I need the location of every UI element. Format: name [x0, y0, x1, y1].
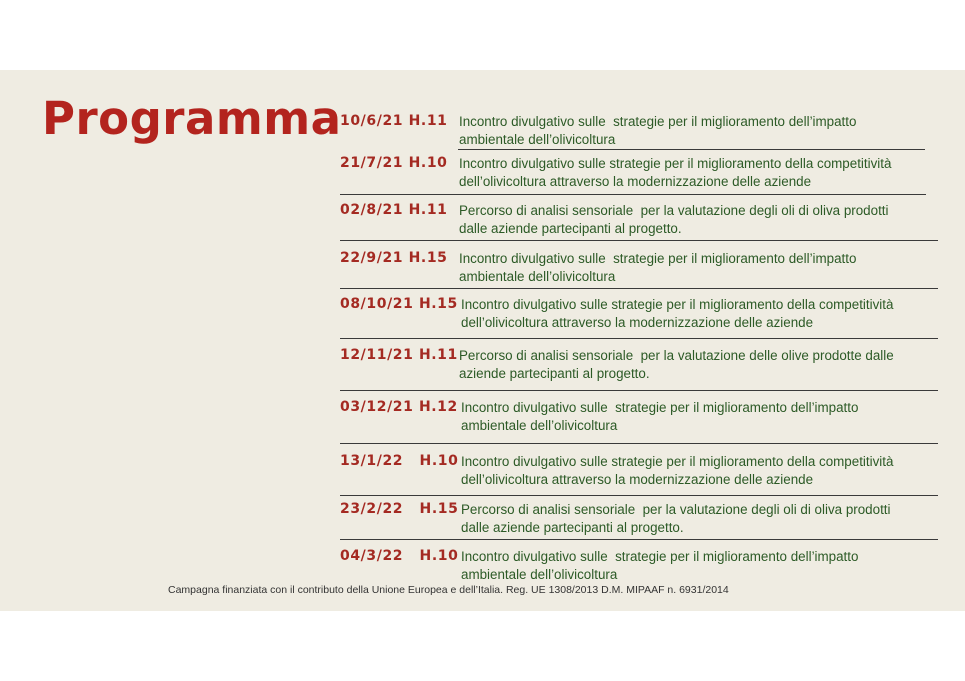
event-description-line1: Incontro divulgativo sulle strategie per il miglioramento della competitività [461, 454, 894, 469]
event-description-line2: dell’olivicoltura attraverso la modernizzazione delle aziende [461, 315, 814, 330]
event-date: 13/1/22 H.10 [340, 453, 459, 469]
event-description-line1: Percorso di analisi sensoriale per la valutazione degli oli di oliva prodotti [461, 502, 891, 517]
event-description-line2: ambientale dell’olivicoltura [459, 269, 616, 284]
slide [0, 70, 965, 611]
event-description-line2: ambientale dell’olivicoltura [461, 567, 618, 582]
event-description-line1: Incontro divulgativo sulle strategie per il miglioramento della competitività [461, 297, 894, 312]
event-description-line1: Percorso di analisi sensoriale per la valutazione delle olive prodotte dalle [459, 348, 894, 363]
event-date: 10/6/21 H.11 [340, 113, 448, 129]
event-description-line1: Incontro divulgativo sulle strategie per il miglioramento della competitività [459, 156, 892, 171]
event-description-line1: Incontro divulgativo sulle strategie per il miglioramento dell’impatto [461, 400, 859, 415]
event-description-line2: ambientale dell’olivicoltura [459, 132, 616, 147]
row-divider [340, 443, 938, 444]
event-date: 12/11/21 H.11 [340, 347, 458, 363]
event-description-line2: dell’olivicoltura attraverso la modernizzazione delle aziende [461, 472, 814, 487]
row-divider [340, 338, 938, 339]
event-description-line2: dell’olivicoltura attraverso la modernizzazione delle aziende [459, 174, 812, 189]
event-date: 22/9/21 H.15 [340, 250, 448, 266]
event-date: 03/12/21 H.12 [340, 399, 458, 415]
event-date: 04/3/22 H.10 [340, 548, 459, 564]
row-divider [340, 194, 926, 195]
event-description-line1: Percorso di analisi sensoriale per la valutazione degli oli di oliva prodotti [459, 203, 889, 218]
event-description-line1: Incontro divulgativo sulle strategie per il miglioramento dell’impatto [459, 251, 857, 266]
page-title: Programma [42, 92, 342, 145]
row-divider [340, 288, 938, 289]
row-divider [340, 240, 938, 241]
event-date: 08/10/21 H.15 [340, 296, 458, 312]
row-divider [340, 495, 938, 496]
funding-footer: Campagna finanziata con il contributo della Unione Europea e dell’Italia. Reg. UE 1308/2013 D.M. MIPAAF n. 6931/2014 [168, 584, 729, 596]
event-description-line1: Incontro divulgativo sulle strategie per il miglioramento dell’impatto [459, 114, 857, 129]
event-date: 23/2/22 H.15 [340, 501, 459, 517]
event-description-line2: aziende partecipanti al progetto. [459, 366, 650, 381]
row-divider [458, 149, 925, 150]
event-description-line2: dalle aziende partecipanti al progetto. [461, 520, 684, 535]
event-date: 02/8/21 H.11 [340, 202, 448, 218]
event-date: 21/7/21 H.10 [340, 155, 448, 171]
row-divider [340, 390, 938, 391]
event-description-line2: ambientale dell’olivicoltura [461, 418, 618, 433]
event-description-line2: dalle aziende partecipanti al progetto. [459, 221, 682, 236]
event-description-line1: Incontro divulgativo sulle strategie per il miglioramento dell’impatto [461, 549, 859, 564]
row-divider [340, 539, 938, 540]
